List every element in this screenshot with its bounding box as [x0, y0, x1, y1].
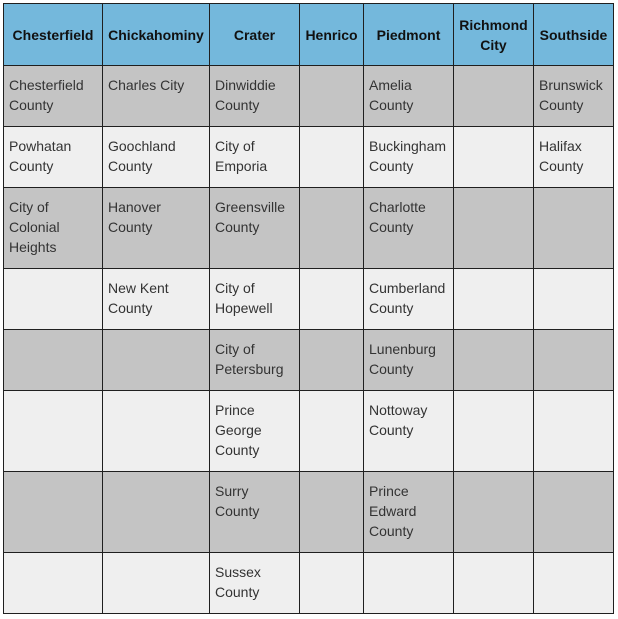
- table-cell: Amelia County: [364, 66, 454, 127]
- table-cell: [300, 66, 364, 127]
- table-cell: Powhatan County: [4, 127, 103, 188]
- table-cell: New Kent County: [103, 269, 210, 330]
- table-cell: City of Colonial Heights: [4, 188, 103, 269]
- table-cell: [534, 472, 614, 553]
- table-row: [4, 472, 614, 553]
- table-cell: [300, 330, 364, 391]
- table-cell: [300, 472, 364, 553]
- table-cell: [4, 269, 103, 330]
- table-row: [4, 66, 614, 127]
- table-cell: [4, 553, 103, 614]
- table-cell: Charles City: [103, 66, 210, 127]
- table-cell: Lunenburg County: [364, 330, 454, 391]
- region-table: [3, 3, 614, 614]
- table-cell: Cumberland County: [364, 269, 454, 330]
- table-cell: Nottoway County: [364, 391, 454, 472]
- table-cell: Hanover County: [103, 188, 210, 269]
- table-cell: [364, 553, 454, 614]
- header-row: [4, 4, 614, 66]
- header-cell: Chickahominy: [103, 4, 210, 66]
- table-cell: [534, 269, 614, 330]
- table-cell: [534, 188, 614, 269]
- table-cell: Sussex County: [210, 553, 300, 614]
- table-cell: Buckingham County: [364, 127, 454, 188]
- table-cell: [4, 472, 103, 553]
- table-cell: Goochland County: [103, 127, 210, 188]
- table-cell: [454, 472, 534, 553]
- table-cell: Greensville County: [210, 188, 300, 269]
- table-cell: [103, 553, 210, 614]
- table-cell: [454, 553, 534, 614]
- table-cell: Halifax County: [534, 127, 614, 188]
- table-cell: [300, 553, 364, 614]
- header-cell: Richmond City: [454, 4, 534, 66]
- table-cell: [454, 188, 534, 269]
- table-cell: [103, 391, 210, 472]
- table-cell: Surry County: [210, 472, 300, 553]
- header-cell: Southside: [534, 4, 614, 66]
- table-cell: City of Emporia: [210, 127, 300, 188]
- table-row: [4, 188, 614, 269]
- table-row: [4, 269, 614, 330]
- table-cell: [4, 391, 103, 472]
- table-cell: City of Hopewell: [210, 269, 300, 330]
- table-row: [4, 553, 614, 614]
- table-cell: Charlotte County: [364, 188, 454, 269]
- table-cell: Chesterfield County: [4, 66, 103, 127]
- table-cell: [300, 188, 364, 269]
- table-cell: [300, 269, 364, 330]
- header-cell: Henrico: [300, 4, 364, 66]
- table-cell: [454, 391, 534, 472]
- table-cell: [454, 269, 534, 330]
- table-cell: Prince George County: [210, 391, 300, 472]
- table-row: [4, 391, 614, 472]
- table-cell: Brunswick County: [534, 66, 614, 127]
- table-cell: [300, 127, 364, 188]
- table-cell: [103, 472, 210, 553]
- table-cell: [454, 330, 534, 391]
- table-cell: Prince Edward County: [364, 472, 454, 553]
- table-row: [4, 127, 614, 188]
- table-cell: [300, 391, 364, 472]
- table-cell: City of Petersburg: [210, 330, 300, 391]
- table-cell: [4, 330, 103, 391]
- table-cell: Dinwiddie County: [210, 66, 300, 127]
- table-cell: [454, 127, 534, 188]
- table-cell: [534, 391, 614, 472]
- header-cell: Crater: [210, 4, 300, 66]
- table-cell: [534, 330, 614, 391]
- table-cell: [534, 553, 614, 614]
- table-cell: [454, 66, 534, 127]
- header-cell: Chesterfield: [4, 4, 103, 66]
- header-cell: Piedmont: [364, 4, 454, 66]
- table-cell: [103, 330, 210, 391]
- table-row: [4, 330, 614, 391]
